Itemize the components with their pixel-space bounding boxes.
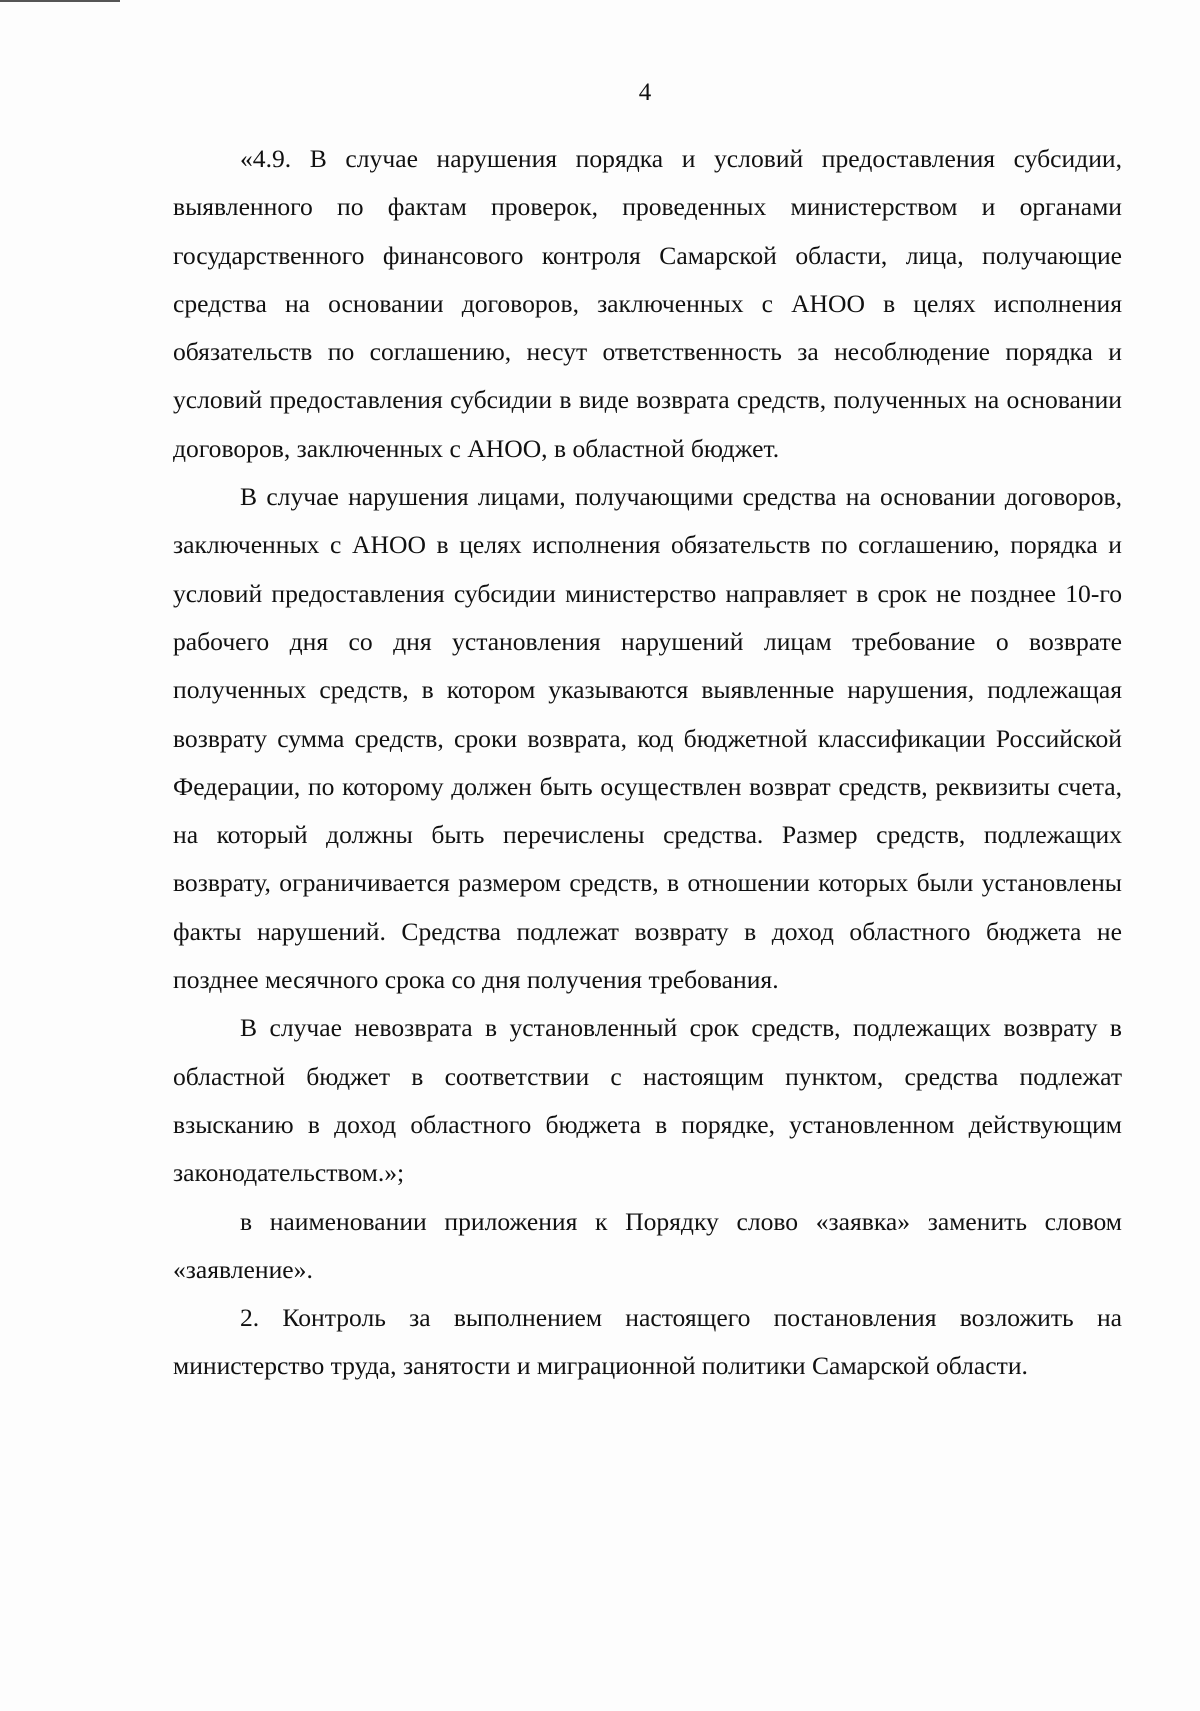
- paragraph-appendix-rename: в наименовании приложения к Порядку слово «заявка» заменить словом «заявление».: [173, 1206, 1122, 1284]
- paragraph-violation-notice: В случае нарушения лицами, получающими средства на основании договоров, заключенных с АНОО в целях исполнения обязательств по соглашению, порядка и условий предоставления субсидии министерство направляет в срок не позднее 10-го рабочего дня со дня установления нарушений лицам требование о возврате полученных средств, в котором указываются выявленные нарушения, подлежащая возврату сумма средств, сроки возврата, код бюджетной классификации Российской Федерации, по которому должен быть осуществлен возврат средств, реквизиты счета, на который должны быть перечислены средства. Размер средств, подлежащих возврату, ограничивается размером средств, в отношении которых были установлены факты нарушений. Средства подлежат возврату в доход областного бюджета не позднее месячного срока со дня получения требования.: [173, 482, 1122, 995]
- paragraph-clause-4-9: «4.9. В случае нарушения порядка и условий предоставления субсидии, выявленного по фактам проверок, проведенных министерством и органами государственного финансового контроля Самарской области, лица, получающие средства на основании договоров, заключенных с АНОО в целях исполнения обязательств по соглашению, несут ответственность за несоблюдение порядка и условий предоставления субсидии в виде возврата средств, полученных на основании договоров, заключенных с АНОО, в областной бюджет.: [173, 144, 1122, 463]
- paragraph-non-return: В случае невозврата в установленный срок средств, подлежащих возврату в областной бюджет в соответствии с настоящим пунктом, средства подлежат взысканию в доход областного бюджета в порядке, установленном действующим законодательством.»;: [173, 1013, 1122, 1188]
- document-body: [173, 135, 1122, 1391]
- paragraph-control-clause: 2. Контроль за выполнением настоящего постановления возложить на министерство труда, занятости и миграционной политики Самарской области.: [173, 1303, 1122, 1381]
- page-number: 4: [638, 79, 652, 106]
- scan-edge-mark: [0, 0, 120, 2]
